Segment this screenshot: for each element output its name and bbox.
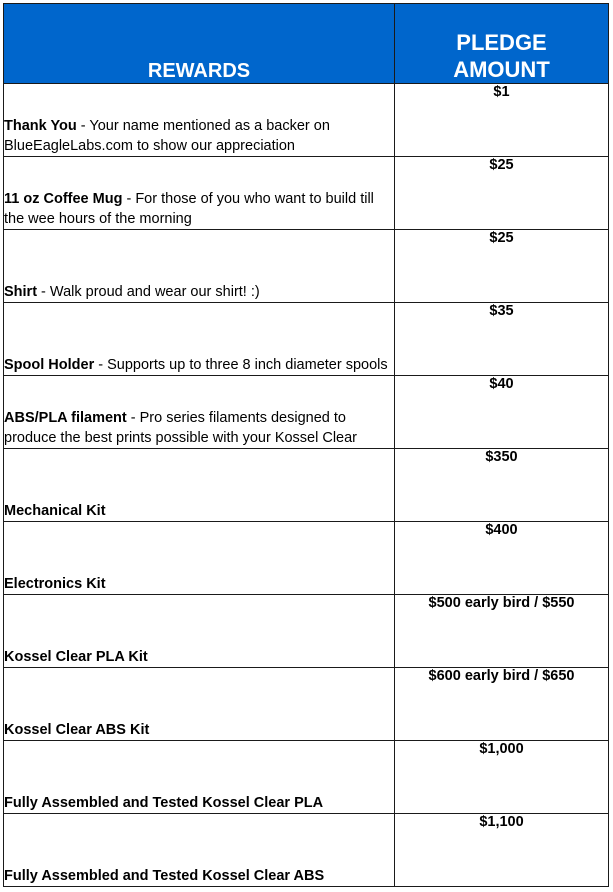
pledge-amount: $350 (395, 449, 609, 522)
table-row (4, 522, 609, 595)
pledge-amount: $25 (395, 157, 609, 230)
reward-name: ABS/PLA filament (4, 410, 127, 426)
table-row (4, 668, 609, 741)
header-row (4, 4, 609, 84)
reward-cell (4, 814, 395, 887)
reward-cell (4, 668, 395, 741)
pledge-header-line2: AMOUNT (453, 57, 550, 82)
pledge-amount: $500 early bird / $550 (395, 595, 609, 668)
rewards-column-header: REWARDS (4, 4, 395, 84)
table-row (4, 814, 609, 887)
reward-description: - Pro series filaments designed to produce the best prints possible with your Kossel Clear (4, 410, 358, 446)
table-row (4, 157, 609, 230)
pledge-amount: $1,100 (395, 814, 609, 887)
reward-description: - Supports up to three 8 inch diameter spools (94, 357, 388, 373)
reward-cell (4, 303, 395, 376)
table-row (4, 741, 609, 814)
pledge-header-line1: PLEDGE (456, 30, 547, 55)
reward-name: 11 oz Coffee Mug (4, 191, 123, 207)
reward-cell (4, 741, 395, 814)
reward-cell (4, 522, 395, 595)
rewards-table (3, 3, 609, 887)
pledge-amount: $25 (395, 230, 609, 303)
reward-name: Electronics Kit (4, 576, 106, 592)
reward-name: Thank You (4, 118, 77, 134)
pledge-amount-column-header (395, 4, 609, 84)
reward-name: Kossel Clear PLA Kit (4, 649, 148, 665)
reward-name: Fully Assembled and Tested Kossel Clear ABS (4, 868, 325, 884)
reward-cell (4, 595, 395, 668)
pledge-amount: $40 (395, 376, 609, 449)
reward-name: Shirt (4, 284, 38, 300)
reward-name: Fully Assembled and Tested Kossel Clear PLA (4, 795, 324, 811)
reward-description: - Walk proud and wear our shirt! :) (37, 284, 260, 300)
reward-cell (4, 230, 395, 303)
table-row (4, 230, 609, 303)
pledge-amount: $400 (395, 522, 609, 595)
reward-description: - For those of you who want to build till the wee hours of the morning (4, 191, 374, 227)
table-row (4, 376, 609, 449)
table-row (4, 84, 609, 157)
table-row (4, 303, 609, 376)
reward-cell (4, 157, 395, 230)
reward-cell (4, 449, 395, 522)
pledge-amount: $35 (395, 303, 609, 376)
reward-name: Mechanical Kit (4, 503, 106, 519)
table-row (4, 595, 609, 668)
table-row (4, 449, 609, 522)
pledge-amount: $1 (395, 84, 609, 157)
pledge-amount: $1,000 (395, 741, 609, 814)
reward-name: Kossel Clear ABS Kit (4, 722, 150, 738)
reward-description: - Your name mentioned as a backer on BlueEagleLabs.com to show our appreciation (4, 118, 330, 154)
reward-name: Spool Holder (4, 357, 95, 373)
pledge-amount: $600 early bird / $650 (395, 668, 609, 741)
reward-cell (4, 376, 395, 449)
reward-cell (4, 84, 395, 157)
